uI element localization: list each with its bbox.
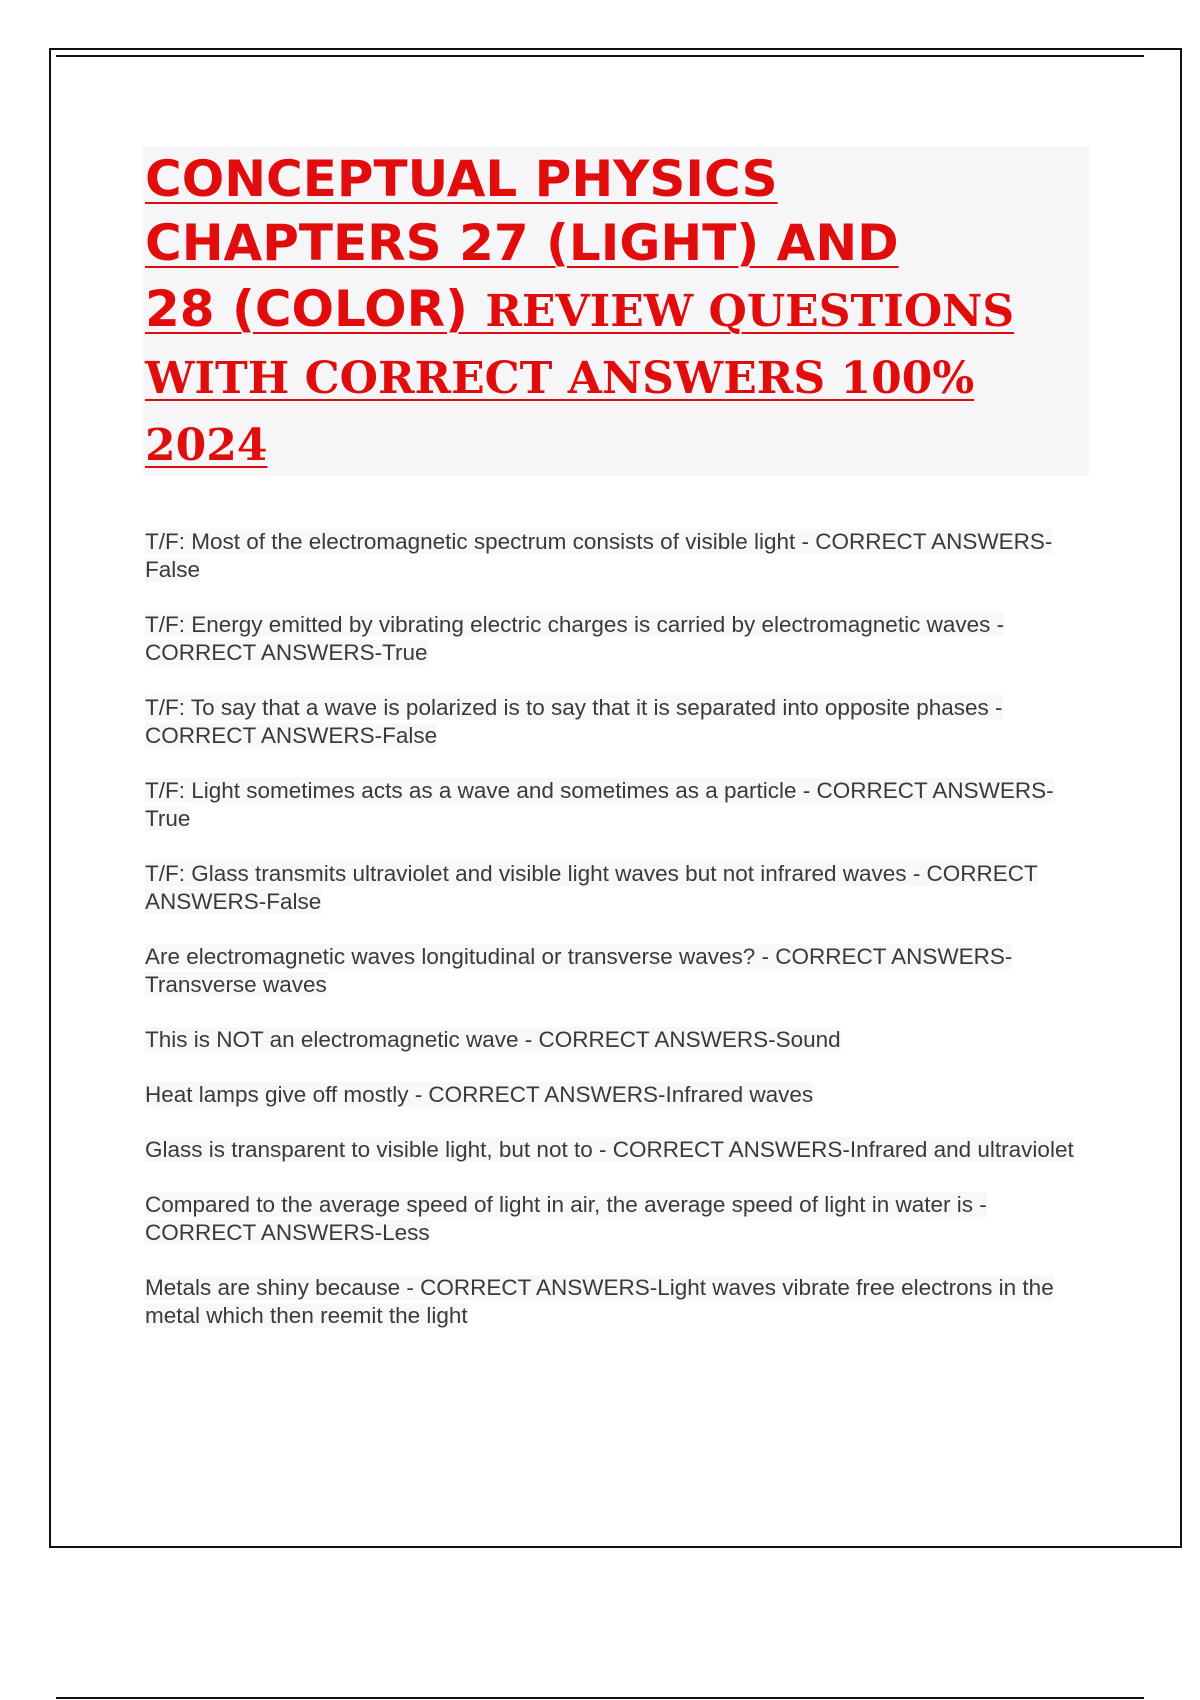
- qa-text: This is NOT an electromagnetic wave - CORRECT ANSWERS-Sound: [145, 1027, 841, 1052]
- title-line-3-serif: REVIEW QUESTIONS: [485, 286, 1015, 337]
- top-rule: [56, 55, 1144, 57]
- qa-text: T/F: Glass transmits ultraviolet and visible light waves but not infrared waves - CORRECT ANSWERS-False: [145, 861, 1038, 914]
- title-line-1: CONCEPTUAL PHYSICS: [145, 150, 778, 208]
- qa-text: T/F: Energy emitted by vibrating electric charges is carried by electromagnetic waves - CORRECT ANSWERS-True: [145, 612, 1005, 665]
- qa-item: [145, 528, 1095, 584]
- qa-text: Glass is transparent to visible light, but not to - CORRECT ANSWERS-Infrared and ultraviolet: [145, 1137, 1074, 1162]
- qa-list: [145, 528, 1095, 1357]
- title-line-3-sans: 28 (COLOR): [145, 280, 486, 338]
- qa-text: T/F: Light sometimes acts as a wave and sometimes as a particle - CORRECT ANSWERS-True: [145, 778, 1054, 831]
- qa-text: T/F: Most of the electromagnetic spectrum consists of visible light - CORRECT ANSWERS-False: [145, 529, 1053, 582]
- qa-text: Are electromagnetic waves longitudinal or transverse waves? - CORRECT ANSWERS-Transverse waves: [145, 944, 1013, 997]
- document-title: [143, 146, 1089, 476]
- qa-item: [145, 1274, 1095, 1330]
- qa-item: [145, 943, 1095, 999]
- title-line-5: 2024: [145, 420, 268, 471]
- bottom-rule: [56, 1697, 1144, 1699]
- qa-text: Metals are shiny because - CORRECT ANSWERS-Light waves vibrate free electrons in the metal which then reemit the light: [145, 1275, 1054, 1328]
- qa-item: [145, 777, 1095, 833]
- qa-text: Heat lamps give off mostly - CORRECT ANSWERS-Infrared waves: [145, 1082, 814, 1107]
- qa-text: Compared to the average speed of light in air, the average speed of light in water is - CORRECT ANSWERS-Less: [145, 1192, 987, 1245]
- qa-item: [145, 694, 1095, 750]
- qa-item: [145, 1081, 1095, 1109]
- title-line-2: CHAPTERS 27 (LIGHT) AND: [145, 214, 899, 272]
- qa-item: [145, 611, 1095, 667]
- title-line-3: [145, 280, 1015, 338]
- qa-item: [145, 860, 1095, 916]
- qa-item: [145, 1191, 1095, 1247]
- qa-text: T/F: To say that a wave is polarized is to say that it is separated into opposite phases - CORRECT ANSWERS-False: [145, 695, 1003, 748]
- qa-item: [145, 1026, 1095, 1054]
- qa-item: [145, 1136, 1095, 1164]
- title-line-4: WITH CORRECT ANSWERS 100%: [145, 353, 975, 404]
